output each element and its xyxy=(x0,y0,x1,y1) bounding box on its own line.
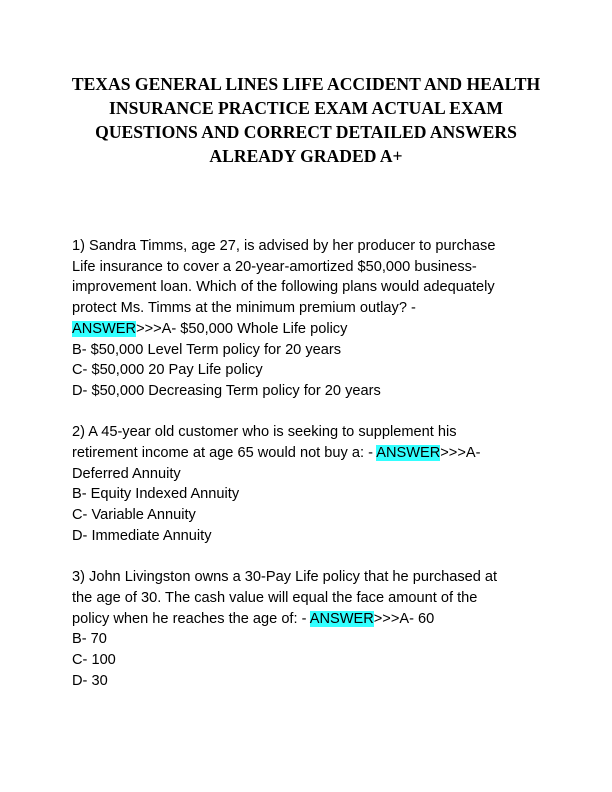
question-2 xyxy=(72,422,542,546)
answer-highlight: ANSWER xyxy=(309,610,374,627)
title-line: QUESTIONS AND CORRECT DETAILED ANSWERS xyxy=(95,122,517,142)
question-3-answer-line xyxy=(72,609,542,630)
question-1 xyxy=(72,236,542,402)
question-1-option-c: C- $50,000 20 Pay Life policy xyxy=(72,362,263,379)
question-2-answer-continued: Deferred Annuity xyxy=(72,465,181,482)
question-2-option-c: C- Variable Annuity xyxy=(72,507,196,524)
answer-highlight: ANSWER xyxy=(72,320,137,337)
question-3-text-line: the age of 30. The cash value will equal the face amount of the xyxy=(72,589,478,606)
question-3-text: policy when he reaches the age of: - xyxy=(72,610,310,627)
question-1-option-b: B- $50,000 Level Term policy for 20 years xyxy=(72,341,342,358)
question-2-option-d: D- Immediate Annuity xyxy=(72,527,212,544)
question-3 xyxy=(72,567,542,691)
document-title xyxy=(60,72,552,168)
question-1-text-line: protect Ms. Timms at the minimum premium outlay? - xyxy=(72,300,416,317)
question-1-text-line: Life insurance to cover a 20-year-amortized $50,000 business- xyxy=(72,258,477,275)
question-3-answer-text: >>>A- 60 xyxy=(373,610,435,627)
question-1-text-line: 1) Sandra Timms, age 27, is advised by her producer to purchase xyxy=(72,238,496,254)
question-2-answer-text: >>>A- xyxy=(440,445,481,462)
title-line: TEXAS GENERAL LINES LIFE ACCIDENT AND HEALTH xyxy=(71,74,541,94)
question-1-option-d: D- $50,000 Decreasing Term policy for 20 years xyxy=(72,382,381,399)
question-2-option-b: B- Equity Indexed Annuity xyxy=(72,486,240,503)
question-1-answer-line xyxy=(72,319,542,340)
questions-body xyxy=(72,236,542,712)
question-3-text-line: 3) John Livingston owns a 30-Pay Life policy that he purchased at xyxy=(72,569,498,586)
question-2-answer-line xyxy=(72,443,542,464)
title-line: INSURANCE PRACTICE EXAM ACTUAL EXAM xyxy=(109,98,503,118)
question-3-option-b: B- 70 xyxy=(72,631,107,648)
question-3-option-d: D- 30 xyxy=(72,672,108,689)
question-2-text: retirement income at age 65 would not buy a: - xyxy=(72,445,377,462)
question-3-option-c: C- 100 xyxy=(72,652,116,669)
question-1-text-line: improvement loan. Which of the following plans would adequately xyxy=(72,279,495,296)
answer-highlight: ANSWER xyxy=(376,445,441,462)
title-line: ALREADY GRADED A+ xyxy=(209,146,403,166)
question-2-text-line: 2) A 45-year old customer who is seeking to supplement his xyxy=(72,424,457,441)
question-1-answer-text: >>>A- $50,000 Whole Life policy xyxy=(136,320,348,337)
